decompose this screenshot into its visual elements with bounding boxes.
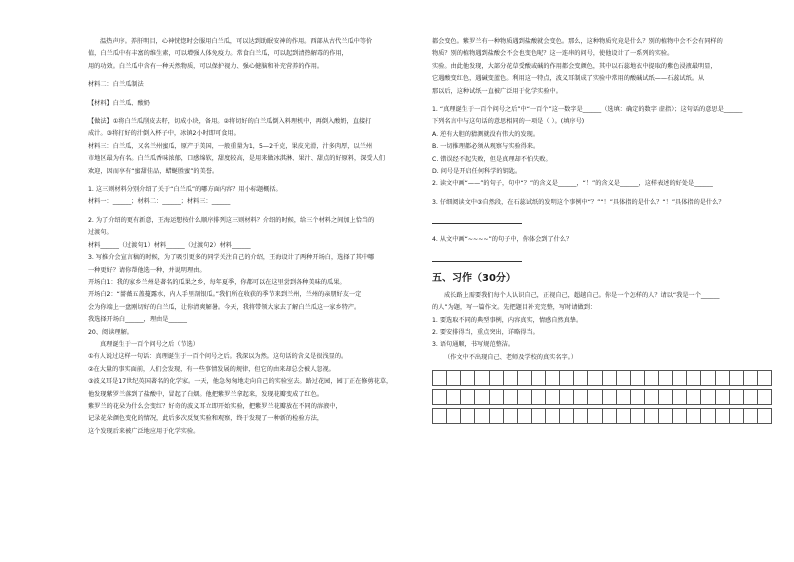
text-line: 成汁。③将打好的汁倒入杯子中，冰镇2小时即可食用。: [88, 130, 240, 138]
choice-c: C. 错误经不起失败，但是真理却不怕失败。: [432, 155, 552, 163]
answer-line: [432, 215, 522, 224]
text-line: 那以后，这种试纸一直被广泛用于化学实验中。: [432, 87, 562, 95]
text-line: ③波义耳是17世纪英国著名的化学家。一天，他急匆匆地走向自己的实验室去。路过花园，园丁正在修剪花草，: [88, 378, 393, 386]
passage-title: 真理诞生于一百个问号之后（节选）: [100, 340, 199, 348]
note-line: （作文中不出现自己、老师及学校的真实名字。）: [444, 353, 578, 361]
question-3: 3. 仔细阅读文中③自然段，在石蕊试纸的发明这个事例中“？”“！”具体指的是什么？“！”具体指的是什么？: [432, 198, 725, 206]
text-line: 它遇酸变红色，遇碱变蓝色。利用这一特点，波义耳制成了实验中常用的酸碱试纸——石蕊试纸。从: [432, 75, 705, 83]
text-line: ②在大量的事实面前，人们会发现，有一些事情发展的规律，但它的由来却总会被人忽视。: [88, 365, 335, 373]
text-line: 材料三：白兰瓜，又名兰州蜜瓜，原产于美国，一般重量为1，5—2千克，果皮光滑，汁多肉厚，以兰州: [88, 142, 373, 150]
question-20: 20、阅读理解。: [88, 328, 133, 336]
question-2: 2. 为了介绍的更有新意，王海运想按什么顺序排列这三则材料？介绍的时候，给三个材料之间加上恰当的: [88, 216, 375, 224]
composition-grid: [432, 370, 772, 424]
text-line: 【材料】白兰瓜、酸奶: [88, 99, 150, 107]
question-4: 4. 从文中画“~~~~”的句子中，你体会到了什么？: [432, 236, 573, 244]
text-line: 过渡句。: [88, 229, 113, 237]
text-line: 会为你端上一盘刚切好的白兰瓜，让你清爽解暑。今天，我将带领大家去了解白兰瓜这一家乡特产。: [88, 303, 361, 311]
section-5-heading: 五、习作（30分）: [432, 272, 516, 284]
text-line: 开场白2：“蔷薇五盖蔓露水，内人手里剖银瓜。”我们所在收获的季节来到兰州，兰州的亲朋好友一定: [88, 291, 362, 299]
answer-line: [432, 253, 522, 262]
requirement-1: 1. 要选取不同的典型事例，内容真实，情感自然真挚。: [432, 316, 583, 324]
answer-line: 材料一：______；材料二：______；材料三：______: [88, 198, 231, 206]
text-line: 开场白1：我的家乡兰州是著名的瓜果之乡，每年夏季，你都可以在这里尝到各种美味的瓜果。: [88, 278, 346, 286]
answer-line: 材料______（过渡句1）材料______（过渡句2）材料______: [88, 241, 251, 249]
text-line: 值，白兰瓜中有丰富的维生素，可以增强人体免疫力。常食白兰瓜，可以起到清热解毒的作用，: [88, 50, 348, 58]
text-line: 记录花朵颜色变化的情况，此后多次反复实验和观察，终于发现了一种新的检验方法，: [88, 415, 324, 423]
question-2: 2. 读文中画“——”的句子，句中“？”的含义是______，“！”的含义是______，这样表述的好处是______: [432, 180, 713, 188]
text-line: ①有人说过这样一句话：真理诞生于一百个问号之后。我深以为然。这句话的含义是很浅显的。: [88, 353, 348, 361]
question-1: 1. 这三则材料分别介绍了关于“白兰瓜”的哪方面内容？用小标题概括。: [88, 186, 282, 194]
text-line: 市地区最为有名。白兰瓜香味浓郁，口感绵软，甜度较高，是用来做冰淇淋、果汁、甜点的好原料，深受人们: [88, 155, 385, 163]
text-line: 他发现紫罗兰落到了盐酸中，冒起了白烟。他把紫罗兰拿起来，发现花瓣变成了红色。: [88, 390, 324, 398]
text-line: 实验。由此他发现，大部分花草受酸或碱的作用都会变颜色，其中以石蕊地衣中提取的紫色浸液最明显，: [432, 62, 717, 70]
text-line: 物质？别的植物遇到盐酸会不会也变色呢？这一连串的问号，使他设计了一系列的实验。: [432, 50, 674, 58]
text-line: 都会变色。紫罗兰有一种物质遇到盐酸就会变色。那么，这种物质究竟是什么？别的植物中会不会有同样的: [432, 38, 723, 45]
question-choice-stem: 下列名言中与这句话的意思相同的一项是（ ）。(填序号): [432, 118, 585, 126]
prompt-line: 成长路上需要我们每个人认识自己，正视自己，超越自己。你是一个怎样的人？请以“我是一个______: [444, 291, 720, 299]
text-line: 温热声序。养肝明目，心神恍惚时会服用白兰瓜，可以达到助眠安神的作用。西部从古代兰瓜中等价: [100, 38, 373, 45]
choice-b: B. 一切推理都必须从观察与实验得来。: [432, 143, 540, 151]
question-1: 1. “真理诞生于一百个问号之后”中“一百个”这一数字是______（选填：确定的数字 虚指）；这句话的意思是______: [432, 106, 743, 114]
text-line: 紫罗兰的花朵为什么会变红？好奇的波义耳立即开始实验，把紫罗兰花瓣放在不同的溶液中，: [88, 402, 342, 410]
material-heading: 材料二：白兰瓜制法: [88, 81, 144, 89]
answer-line: 我选择开场白______，理由是______: [88, 316, 187, 324]
right-column: [432, 36, 772, 424]
text-line: 一种更好？请你帮他选一种，并说明理由。: [88, 266, 206, 274]
text-line: 这个发现后来被广泛地应用于化学实验。: [88, 427, 200, 435]
requirement-3: 3. 语句通顺，书写规范整洁。: [432, 341, 515, 349]
choice-a: A. 逆有大胆的猜测就没有伟大的发现。: [432, 130, 540, 138]
text-line: 欢迎，因而享有“蜜甜佳品，蜡蜒胜蜜”的美誉。: [88, 167, 219, 175]
prompt-line: 的人”为题，写一篇作文。先把题目补充完整，写时请做到：: [432, 304, 597, 312]
choice-d: D. 问号是开启任何科学的钥匙。: [432, 168, 522, 176]
question-3: 3. 写推介会宣言稿的时候，为了吸引更多的同学关注自己的介绍，王海设计了两种开场白，选择了其中哪: [88, 254, 375, 262]
text-line: 用的功效。白兰瓜中含有一种天然物质，可以保护视力、强心健脑和补充营养的作用。: [88, 62, 324, 70]
requirement-2: 2. 要安排得当，重点突出，详略得当。: [432, 328, 539, 336]
text-line: 【做法】①将白兰瓜削皮去籽，切成小块，备用。②将切好的白兰瓜倒入料理机中，再倒入酸奶，直接打: [88, 118, 372, 126]
left-column: [88, 36, 416, 438]
